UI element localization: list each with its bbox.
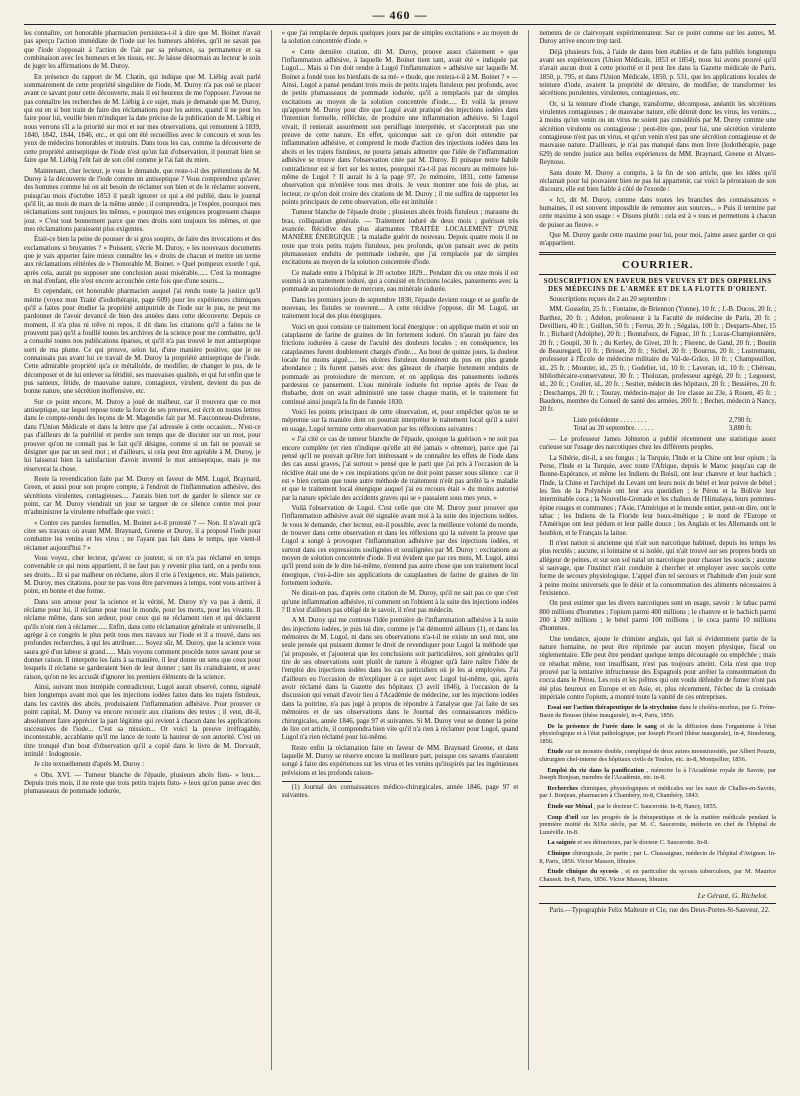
bibliography <box>539 704 776 883</box>
subscription-totals <box>539 417 776 434</box>
column-3-article-end <box>539 30 776 249</box>
paragraph: Souscriptions reçues du 2 au 20 septembre : <box>549 296 671 303</box>
bibliography-details: chimiques, physiologiques et médicales sur les eaux de Challes-en-Savoie, par J. Bonjean, pharmacien à Chambéry, in-8, Chambéry, 1843. <box>539 784 776 800</box>
paragraph: Que M. Duroy garde cette maxime pour lui, pour moi, j'aime assez garder ce qui m'appartient. <box>539 231 776 248</box>
bibliography-entry <box>539 785 776 800</box>
paragraph: Sur ce point encore, M. Duroy a joué de malheur, car il trouvera que ce mot antiseptique, sur lequel repose toute la force de ses preuves, est écrit en toutes lettres dans le compte-rendu des leçons de M. Magendie fait par M. Fauconneau-Dufresne, dans l'Union Médicale et dans la lettre que j'ai adressée à cette occasion... N'est-ce pas d'ailleurs de la puérilité et perdre son temps que de discuter sur un mot, pour prouver qu'on ne connaît pas le fait qu'il désigne, comme si un fait ne pouvait se désigner que par un seul mot ; et d'ailleurs, si cela peut être agréable à M. Duroy, je lui laisserai bien la satisfaction d'avoir inventé le mot antiseptique, mais je me réserverai la chose. <box>24 398 261 473</box>
paragraph: — Le professeur James Johnston a publié récemment une statistique assez curieuse sur l'usage des narcotiques chez les différents peuples. <box>539 435 776 452</box>
subscription-title: SOUSCRIPTION EN FAVEUR DES VEUVES ET DES ORPHELINS DES MÉDECINS DE L'ARMÉE ET DE LA FLOTTE D'ORIENT. <box>543 277 772 293</box>
paragraph: Reste enfin la réclamation faite en faveur de MM. Braynard Greene, et dans laquelle M. Duroy se réserve encore la meilleure part, puisque ces savants n'auraient songé à faire des expériences sur les virus et les venins qu'inspirés par les ingénieuses prévisions et les profonds raison- <box>281 744 519 777</box>
total-row <box>539 417 776 426</box>
paragraph: « Contre ces paroles formelles, M. Boinet a-t-il protesté ? — Non. Il n'avait qu'à citer ses travaux où avant MM. Braynard, Greene et Duroy, il a proposé l'iode pour combattre les venins et les virus ; ne l'ayant pas fait dans le temps, que vient-il réclamer aujourd'hui ? » <box>24 519 261 552</box>
total-value: 2,790 fr. <box>728 416 752 424</box>
paragraph: Ne dirait-on pas, d'après cette citation de M. Duroy, qu'il ne sait pas ce que c'est qu'une inflammation adhésive, ni comment on l'obtient à la suite des injections iodées ? Il n'est d'ailleurs pas obligé de le savoir, il n'est pas médecin. <box>281 590 519 615</box>
total-row <box>539 425 776 434</box>
page-number: — 460 — <box>372 8 428 22</box>
bibliography-entry <box>539 850 776 865</box>
bibliography-entry <box>539 839 776 847</box>
bibliography-details: , par le docteur C. Saucerotte. In-8, Nancy, 1855. <box>593 803 718 810</box>
paragraph: On peut estimer que les divers narcotiques sont en usage, savoir : le tabac parmi 800 millions d'hommes ; l'opium parmi 400 millions ; le chanvre et le hachich parmi 200 à 300 millions ; le bétel parmi 100 millions ; le coca parmi 10 millions d'hommes. <box>539 600 776 633</box>
column-2-body <box>282 30 519 778</box>
section-rule <box>539 274 776 275</box>
bibliography-details: chirurgicale, 2e partie ; par L. Chassaignac, médecin de l'hôpital d'Avignon. In-8, Paris, 1856. Victor Masson, libraire. <box>539 849 776 865</box>
paragraph: « J'ai cité ce cas de tumeur blanche de l'épaule, quoique la guérison » ne soit pas encore complète (et rien n'indique qu'elle ait été jamais » obtenue), parce que j'ai pensé qu'il ne pouvait qu'être fort intéressant » de connaître les effets de l'iode dans des cas aussi graves, j'ai surtout » pensé que le parti que j'ai pris à l'occasion de la récidive était une de » ces inspirations qu'on ne doit point passer sous silence : car il est » bien certain que toute autre méthode de traitement n'eût pas arrêté la » maladie et que le traitement local énergique auquel j'ai eu recours était » du moins autorisé par la nature spéciale des accidents graves qui se » passaient sous mes yeux. » <box>281 436 519 502</box>
paragraph: Déjà plusieurs fois, à l'aide de dates bien établies et de faits publiés longtemps avant ses expériences (Union Médicale, 1853 et 1854), nous lui avons prouvé qu'il n'avait aucun droit à cette priorité et il peut lire dans la Gazette médicale de Paris, 1850, p. 795, et dans l'Union Médicale, 1850, p. 531, que les applications locales de teinture d'iode, avaient la propriété de détruire, de modifier, de transformer les sécrétions purulentes, virulentes, contagieuses, etc. <box>539 48 776 98</box>
paragraph: Voilà l'observation de Lugol. C'est celle que cite M. Duroy pour prouver que l'inflammation adhésive avait été signalée avant moi à la suite des injections iodées. Je vous le demande, cher lecteur, est-il possible, avec la meilleure volonté du monde, de trouver dans cette observation et dans les réflexions qui la suivent la preuve que Lugol a songé à provoquer l'inflammation adhésive par des injections iodées, et surtout dans ces expressions soulignées et souslignées par M. Duroy : excitations au moyen de solution concentrée d'iode. Il est évident que par ces mots, M. Lugol, ainsi qu'il prend soin de le dire lui-même, n'entend pas autre chose que son traitement local énergique, c'est-à-dire ses applications de cataplasmes de farine de graines de lin fortement iodurés. <box>281 504 519 587</box>
bibliography-title: Recherches <box>547 784 578 792</box>
paragraph: Et cependant, cet honorable pharmacien auquel j'ai rendu toute la justice qu'il mérite (voyez mon Traité d'iodothérapie, page 609) pour les expériences chimiques qu'il a faites pour étudier la propriété antiputride de l'iode sur le pus, ne peut me pardonner de l'avoir devancé de bien des années dans cette découverte. Depuis ce moment, il n'a plus ni trêve ni repos, il dit dans les citations qu'il a faites ne le prouvent pas) qu'il a fouillé toutes les archives de la science pour me combattre, qu'il a consulté toutes nos publications éparses, et qu'il n'a pas trouvé le mot antiseptique sorti de ma plume. Ce qui prouve, selon lui, d'une manière positive, que je ne connaissais pas avant lui ce travail de M. Duroy la propriété antiseptique de l'iode. Cette admirable propriété qu'a ce métalloïde, de modifier, de changer le pus, de le décomposer et de lui enlever sa fétidité, ses mauvaises qualités, et qui fut enfin que le pus sanieux, fétide, de mauvaise nature, contagieux, virulent, devient du pus de bonne nature, une sécrétion inoffensive, etc. <box>24 288 261 396</box>
paragraph: » que j'ai remplacée depuis quelques jours par de simples excitations » au moyen de la solution concentrée d'iode. » <box>281 30 519 46</box>
paragraph: Or, si la teinture d'iode change, transforme, décompose, anéantit les sécrétions virulentes contagieuses ; de mauvaise nature, elle détruit donc les virus, les venins..., à moins qu'un venin ou un virus ne soient pas considérés par M. Duroy comme une sécrétion virulente ou contagieuse ; peut-être que, pour lui, une sécrétion virulente contagieuse n'est pas un virus, et qu'un venin n'est pas une sécrétion contagieuse et de mauvaise nature. D'ailleurs, je n'ai pas manqué dans mon livre (Iodothérapie, page 629) de rendre justice aux belles expériences de MM. Braynard, Greene et Alvaro-Reynoso. <box>539 100 776 167</box>
text-columns <box>24 30 776 1070</box>
bibliography-title: Étude sur Ménal <box>547 803 593 810</box>
column-separator <box>271 30 272 1070</box>
paragraph: A M. Duroy qui me conteste l'idée première de l'inflammation adhésive à la suite des injections iodées, je puis lui dire, comme je l'ai démontré ailleurs (1), et dans les mémoires de M. Lugol, ni dans ses observations n'a-t-il ne existe un seul mot, une seule pensée qui puissent donner le droit de revendiquer pour Lugol la méthode que j'ai proposée, et j'ajouterai que les conclusions soit particulières, soit générales qu'il tire de ses observations sont plutôt de nature à éloigner qu'à faire naître l'idée de l'emploi des injections iodées dans les cas particuliers où je les ai employées. J'ai d'ailleurs eu l'occasion de m'expliquer à ce sujet avec Lugol lui-même, qui, après avoir réclamé dans la Gazette des hôpitaux (3 avril 1846), à l'occasion de la discussion qui venait d'avoir lieu à l'Académie de médecine, sur les injections iodées dans la poitrine, n'a pas jugé à propos de répondre à l'analyse que j'ai faite de ses mémoires et de ses observations dans le Journal des connaissances médico-chirurgicales, année 1846, page 97 et suivantes. Si M. Duroy veut se donner la peine de lire cet article, il comprendra bien vite qu'il n'a rien à réclamer pour Lugol, quand Lugol n'a rien réclamé pour lui-même. <box>281 617 519 742</box>
paragraph: « Obs. XVI. — Tumeur blanche de l'épaule, plusieurs abcès fistu- » leux.... Depuis trois mois, il ne reste que trois petits trajets fistu- » leux qu'on panse avec des plumasseaux de pommade iodurée, <box>24 771 261 796</box>
printer-line: Paris.—Typographie Felix Malteste et Cie, rue des Deux-Portes-St-Sauveur, 22. <box>549 907 770 915</box>
subscription-list <box>539 296 776 415</box>
paragraph: Sans doute M. Duroy a compris, à la fin de son article, que les idées qu'il réclamait pour lui pouvaient bien ne pas lui appartenir, car voici la péroraison de son discours, elle est bien faible à côté de l'exorde : <box>539 169 776 194</box>
signature-rule <box>539 886 776 887</box>
total-value: 3,880 fr. <box>728 425 752 433</box>
paragraph: Voici les points principaux de cette observation, et, pour empêcher qu'on ne se méprenne sur la manière dont on pourrait interpréter le traitement local qu'il a suivi en usage, Lugol termine cette observation par les réflexions suivantes : <box>281 409 519 433</box>
paragraph: La Sibérie, dit-il, a ses fongus ; la Turquie, l'Inde et la Chine ont leur opium ; la Perse, l'Inde et la Turquie, avec toute l'Afrique, depuis le Maroc jusqu'au cap de Bonne-Espérance, et même les Indiens du Brésil, ont leur chanvre et leur hachich ; l'Inde, la Chine et l'archipel du Levant ont leurs noix de bétel et leur poivre de bétel ; les îles de la Polynésie ont leur ava quotidien ; le Pérou et la Bolivie leur interminable coca ; la Nouvelle-Grenade et les chaînes de l'Himalaya, leurs pommes-épine rouges et communes ; l'Asie, l'Amérique et le monde entier, peut-on dire, ont le tabac ; les Indiens de la Floride leur houx-émétique ; le nord de l'Europe et l'Amérique ont leur pédum et leur paille douce ; les Anglais et les Allemands ont le houblon, et le Français la laitue. <box>539 454 776 537</box>
paragraph: Dans son amour pour la science et la vérité, M. Duroy n'y va pas à demi, il réclame pour lui, il réclame pour tout le monde, pour les morts, pour les vivants. Il réclame même, dans son ardeur, pour ceux qui ne réclament rien et qui déclarent qu'ils n'ont rien à réclamer...... Enfin, dans cette réclamation générale et universelle, il agrège à ce congrès le plus petit tous mes travaux sur l'iode et il a trouvé, dans ses profondes recherches, à qui les attribuer..... Soyez sûr, M. Duroy, que la science vous saura gré d'un labeur si grand...... Mais voyons comment procède notre savant pour se donner raison. Il interprète les faits à sa manière, il leur donne un sens que ceux pour lesquels il réclame se garderaient bien de leur donner ; tant ils craindraient, et avec raison, qu'on ne les accusât d'ignorer les premiers éléments de la science. <box>24 598 261 681</box>
paragraph: Maintenant, cher lecteur, je vous le demande, que reste-t-il des prétentions de M. Duroy à la découverte de l'iode comme un antiseptique ? Vous comprendrez qu'avec des hommes comme lui on ait besoin de réclamer son bien et de le réclamer souvent, puisqu'au mois d'octobre 1853 il paraît ignorer ce qui a été publié, dans le journal qu'il lit, au mois de mars de la même année ; il comprendra, je l'espère, pourquoi mes réclamations sont toujours les mêmes, « pourquoi mes exigences progressent chaque jour. » C'est tout bonnement parce que mes droits sont toujours les mêmes, et que mes réclamations paraissent plus exigentes. <box>24 167 261 233</box>
bibliography-entry <box>539 803 776 811</box>
paragraph: Ce malade entre à l'hôpital le 20 octobre 1829... Pendant dix ou onze mois il est soumis à un traitement ioduré, qui a consisté en frictions locales, pansements avec la pommade au protoiodure de mercure, eau minérale iodurée. <box>281 269 519 294</box>
narcotics-note <box>539 436 776 703</box>
bibliography-title: La saignée <box>547 839 576 847</box>
bibliography-entry <box>539 868 776 883</box>
bibliography-entry <box>539 723 776 746</box>
paragraph: Était-ce bien la peine de pousser de si gros soupirs, de faire des invocations et des exclamations si bruyantes ? « Puissent, s'écrie M. Duroy, » les nouveaux documents que je vais apporter faire mieux connaître les » droits de chacun et mettre un terme aux réclamations réitérées de » l'honorable M. Boinet. » Quel pompeux exorde ! qui, après cela, aurait pu supposer une conclusion aussi misérable...... C'est la montagne en mal d'enfant, elle n'est encore accouchée cette fois que d'une souris.... <box>24 236 261 285</box>
bibliography-title: Emploi du riz dans la panification <box>547 766 645 774</box>
column-1 <box>24 30 261 1070</box>
column-separator <box>528 30 529 1070</box>
paragraph: Reste la revendication faite par M. Duroy en faveur de MM. Lugol, Braynard, Green, et aussi pour son propre compte, à l'endroit de l'inflammation adhésive, des sécrétions virulentes, contagieuses.... J'aurais bien tort de garder le silence sur ce point, car M. Duroy viendrait un jour se targuer de ce silence contre moi pour m'administrer la virulente rebuffade que voici : <box>24 475 261 517</box>
bibliography-entry <box>539 814 776 837</box>
paragraph: Tumeur blanche de l'épaule droite ; plusieurs abcès froids fistuleux ; marasme du bras, colliquation générale. — Traitement ioduré de deux mois ; guérison très avancée. Récidive des plus alarmantes TRAITÉE LOCALEMENT D'UNE MANIÈRE ÉNERGIQUE ; la maladie guérit de nouveau. Depuis quatre mois il ne reste que trois petits trajets fistuleux, peu profonds, qu'on pansait avec de petits plumasseaux enduits de pommade iodurée, que j'ai remplacée par de simples excitations au moyen de la solution concentrée d'iode. <box>281 209 519 267</box>
paragraph: Voici en quoi consiste ce traitement local énergique : on applique matin et soir un cataplasme de farine de graines de lin fortement ioduré. On n'aurait pu faire des frictions iodurées à cause de l'acuité des douleurs locales ; en conséquence, les cataplasmes furent doublement chargés d'iode.... Au bout de quinze jours, la douleur locale fut moins aiguë..... les ulcères fistuleux donnèrent du pus en plus grande abondance ; ils furent pansés avec des gâteaux de charpie fortement enduits de pommade au protoiodure de mercure, et on appliqua des pansements iodurés pardessus ce pansement. L'eau minérale iodurée fut reprise après de l'eau de rhubarbe, dont on avait administré une tasse chaque matin, et le traitement fut continué ainsi jusqu'à la fin de l'année 1830. <box>281 323 519 406</box>
header-rule <box>24 24 776 25</box>
paragraph: Il n'est nation si ancienne qui n'ait son narcotique habituel, depuis les temps les plus reculés ; aucune, si lointaine et si isolée, qui n'ait trouvé sur ses propres bords un allégeur de peines, et sur son sol natal un narcotique pour chasser les soucis ; aucune si sauvage, que l'instinct n'ait conduite à chercher et employer avec succès cette forme de secours physiologique. L'appel d'un tel secours et l'habitude d'en jouir sont à peine moins universels que le désir et la consommation des aliments nécessaires à l'existence. <box>539 539 776 597</box>
courier-title: COURRIER. <box>621 258 694 271</box>
bibliography-entry <box>539 748 776 763</box>
bibliography-title: Étude clinique du sycosis <box>547 868 619 876</box>
bibliography-details: et ses détracteurs, par le docteur C. Saucerotte. In-8. <box>577 839 709 847</box>
bibliography-title: Coup d'œil <box>547 813 579 821</box>
bibliography-details: , mémoire lu à l'Académie royale de Savoie, par Joseph Bonjean, membre de l'Académie, etc. in-8. <box>539 766 776 782</box>
bibliography-entry <box>539 704 776 719</box>
printer-rule <box>539 903 776 904</box>
bibliography-details: et de la diffusion dans l'organisme à l'état physiologique et à l'état pathologique, par Joseph Picard (thèse inaugurale), in-4, Strasbourg, 1856. <box>539 722 776 745</box>
paragraph: Je cite textuellement d'après M. Duroy : <box>34 761 145 769</box>
bibliography-title: De la présence de l'urée dans le sang <box>547 722 657 730</box>
bibliography-title: Clinique <box>547 849 571 857</box>
bibliography-title: Essai sur l'action thérapeutique de la strychnine <box>547 704 678 712</box>
paragraph: En présence du rapport de M. Chatin, qui indique que M. Liébig avait parlé sommairement de cette propriété singulière de l'iode, M. Duroy n'a pas osé se placer avant ce savant pour cette découverte, mais il est heureux de me l'opposer. J'avoue ne pas connaître les recherches de M. Liébig à ce sujet, mais je demande que M. Duroy, qui est en si bon train de faire des réclamations pour les autres, quand il ne peut les faire pour lui, veuille bien m'indiquer la date précise de la publication de M. Liébig et nous verrons s'il a la priorité sur moi et sur mes observations, qui remontent à 1839, 1840, 1842, 1844, 1846, etc., et qui ont été recueillies avec le concours et sous les yeux de médecins honorables et instruits. Dans tous les cas, comme la découverte de cette propriété antiseptique de l'iode n'est qu'un fait d'observation, il pourrait bien se faire que M. Liébig l'eût fait de son côté comme je l'ai fait du mien. <box>24 73 261 165</box>
column-3 <box>539 30 776 1070</box>
bibliography-details: dans le choléra-morbus, par G. Fréne-Basin de Bousso (thèse inaugurale), in-4, Paris, 1856. <box>539 704 776 720</box>
bibliography-details: sur un monstre double, compliqué de deux autres monstruosités, par Albert Pouzin, chirurgien chef-interne des hôpitaux civils de Toulon, etc. in-8, Montpellier, 1856. <box>539 748 776 764</box>
bibliography-entry <box>539 767 776 782</box>
paragraph: « Ici, dit M. Duroy, comme dans toutes les branches des connaissances » humaines, il est souvent impossible de remonter aux sources... » Puis il termine par cette maxime à son usage : « Disons plutôt : cela est à » tous et permettons à chacun de puiser au fleuve. » <box>539 196 776 229</box>
bibliography-details: , et en particulier du sycosis tuberculeux, par M. Maurice Chaussit. In-8, Paris, 1856. Victor Masson, libraire. <box>539 868 776 883</box>
signature: Le Gérant, G. Richelot. <box>697 891 768 901</box>
paragraph: Vous voyez, cher lecteur, qu'avec ce jouteur, si on n'a pas réclamé en temps convenable ce qui nous appartient, il ne faut pas y revenir plus tard, on a perdu tous ses droits... Et si par malheur on réclame, alors il crie à l'exigence, etc. Mais patience, M. Duroy, mes citations, pour ne pas vous être parvenues à temps, vont vous arriver à point, en bonne et due forme. <box>24 554 261 596</box>
paragraph: Dans les premiers jours de septembre 1830, l'épaule devient rouge et se gonfle de nouveau, les fistules se rouvrent.... A cette récidive j'oppose, dit M. Lugol, un traitement local des plus énergiques. <box>281 296 519 321</box>
paragraph: « Cette dernière citation, dit M. Duroy, prouve assez clairement » que l'inflammation adhésive, à laquelle M. Boinet tient tant, avait été » indiquée par Lugol.... Mais si l'on doit rendre à Lugol l'inflammation » adhésive sur laquelle M. Boinet a fondé tous les bienfaits de sa mé- » thode, que restera-t-il à M. Boinet ? » — Ainsi, Lugol a pansé pendant trois mois de petits trajets fistuleux peu profonds, avec de petits plumasseaux de pommade iodurée, qu'il a remplacés par de simples excitations au moyen de la solution concentrée d'iode..... Et voilà la preuve qu'apporte M. Duroy pour dire que Lugol avait pratiqué des injections iodées dans l'intention formelle, réfléchie, de produire une inflammation adhésive. Si Lugol vivait, il renierait assurément son persiflage interprétée, et s'accepterait pas une preuve de cette nature. En effet, quiconque sait ce qu'on doit entendre par inflammation adhésive, et comprend le mode d'action des injections iodées dans les abcès et les trajets fistuleux, ne pourra jamais admettre que l'idée de l'inflammation adhésive se trouve dans l'observation citée par M. Duroy. Et puisque notre habile contradicteur est si fort sur les textes, pourquoi n'a-t-il pas recouru au mémoire lui-même de Lugol ? Il aurait lu à la page 97, 2e mémoire, 1831, cette fameuse observation qui m'enlève tous mes droits. Je veux montrer une fois de plus, au lecteur, ce qu'on doit croire des citations de M. Duroy ; il me suffira de rapporter les points principaux de cette observation, elle est intitulée : <box>281 48 519 206</box>
paragraph: Une tendance, ajoute le chimiste anglais, qui fait si évidemment partie de la nature humaine, ne peut être réprimée par aucun moyen physique, fiscal ou réglementaire. Elle peut être pendant quelque temps découragée ou empêchée ; mais ce résultat même, tout insuffisant, n'est pas toujours atteint. Cela n'est que trop prouvé par la tentative infructueuse des Espagnols pour arrêter la consommation du cocca dans le Pérou. Les rois et les prêtres qui ont voulu défendre de fumer n'ont pas été plus heureux en Europe et en Asie, et, plus récemment, l'échec de la croisade impériale contre l'opium, a montré toute la vanité de ces entreprises. <box>539 635 776 702</box>
paragraph: les connaître, cet honorable pharmacien persistera-t-il à dire que M. Boinet n'avait pas aperçu l'action immédiate de l'iode sur les humeurs altérées, qu'il ne savait pas que l'iode s'opposait à l'action de l'air par sa présence, sa permanence et sa combinaison avec les humeurs et les tissus, etc. Je laisse désormais au lecteur le soin de juger les affirmations de M. Duroy. <box>24 30 261 71</box>
paragraph: MM. Gosselin, 25 fr. ; Fontaine, de Briennon (Yonne), 10 fr. ; J.-B. Ducos, 20 fr. ; Barthez, 20 fr. ; Adelon, professeur à la Faculté de médecine de Paris, 20 fr. ; Devilliers, 40 fr. ; Guillon, 50 fr. ; Ferrus, 20 fr. ; Ségalas, 100 fr. ; Desparts-Aber, 15 fr. ; Richard (Adolphe), 20 fr. ; Bonnafoux, de Figeac, 10 fr. ; Lucas-Championnière, 20 fr. ; Goupil, 30 fr. ; du Kerley, de Givet, 20 fr. ; Flerenc, de Gand, 20 fr. ; Boutin de Beauregard, 10 fr. ; Brisset, 20 fr. ; Sichel, 20 fr. ; Bourrus, 20 fr. ; Lustremann, professeur à l'École de médecine militaire du Val-de-Grâce, 10 fr. ; Champouillon, id., 25 fr. ; Mounier, id., 25 fr. ; Godelier, id., 10 fr. ; Laveran, id., 10 fr. ; Chéreau, bibliothécaire-conservateur, 30 fr. ; Tholozan, professeur agrégé, 20 fr. ; Legouest, id., 20 fr. ; Coulier, id., 20 fr. ; Sestier, médecin des hôpitaux, 20 fr. ; Bessières, 20 fr. ; Deschamps, 20 fr. ; Touray, médecin-major de 1re classe au 23e, à Rouen, 45 fr. ; Baudens, membre du Conseil de santé des armées, 200 fr. ; Bechet, médecin à Nancy, 20 fr. <box>539 306 776 414</box>
bibliography-title: Étude <box>547 748 564 756</box>
column-2 <box>282 30 519 1070</box>
total-label: Total au 20 septembre. . . . . . <box>573 425 654 433</box>
bibliography-details: sur les progrès de la thérapeutique et de la matière médicale pendant la première moitié du XIXe siècle, par M. C. Saucerotte, médecin en chef de l'hôpital de Lunéville. In-8. <box>539 813 776 836</box>
footnote-rule <box>282 781 352 782</box>
total-label: Liste précédente . . . . . . . . <box>573 416 647 424</box>
section-rule <box>539 252 776 255</box>
paragraph: nements de ce clairvoyant expérimentateur. Sur ce point comme sur les autres, M. Duroy arrive encore trop tard. <box>539 30 776 46</box>
paragraph: Ainsi, suivant mon intrépide contradicteur, Lugol aurait observé, connu, signalé bien longtemps avant moi que les injections iodées faites dans les trajets fistuleux, dans les cavités des abcès, produisaient l'inflammation adhésive. Pour prouver ce point capital, M. Duroy va encore recourir aux citations des textes ; il veut, dit-il, absolument faire apprécier la part légitime qui revient à chacun dans les applications successives de l'iode... C'est sa mission... Or voici la preuve irréfragable, incontestable, accablante qu'il me lance de toute la hauteur de son autorité. C'est un titre tronqué d'un bout d'observation qu'il a copié dans le livre de M. Dorvault, intitulé : Iodognosie. <box>24 684 261 758</box>
footnote: (1) Journal des connaissances médico-chirurgicales, année 1846, page 97 et suivantes. <box>281 783 519 800</box>
